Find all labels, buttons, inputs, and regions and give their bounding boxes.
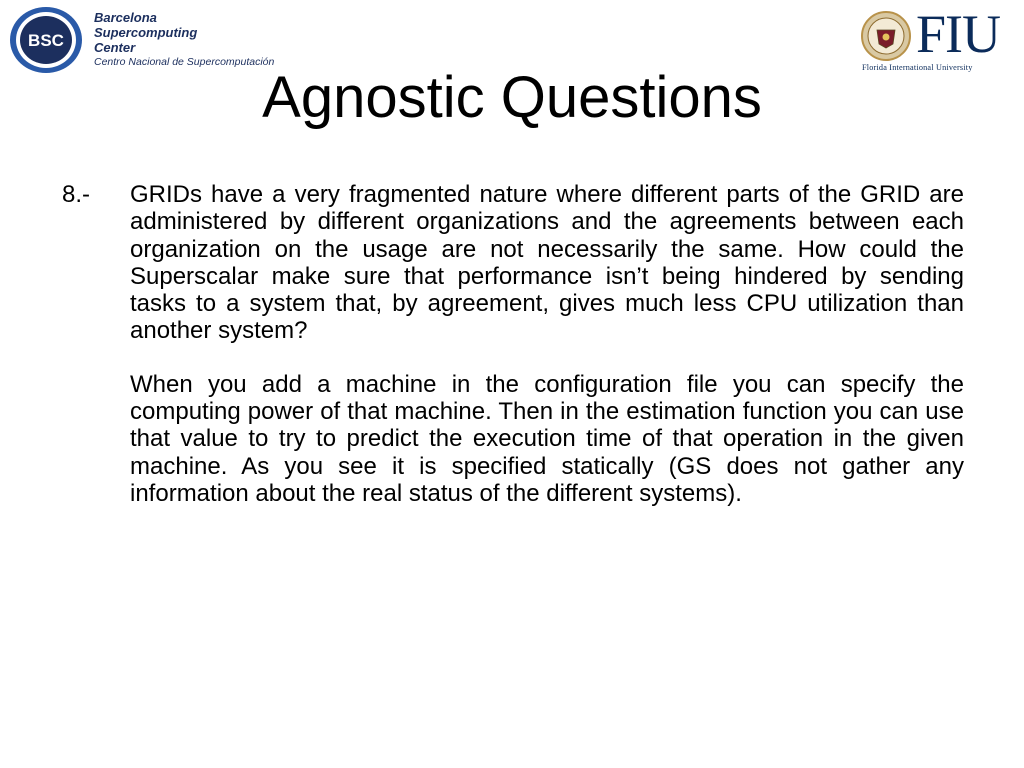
bsc-line-1: Barcelona: [94, 10, 157, 25]
bsc-line-3: Center: [94, 40, 136, 55]
bsc-line-2: Supercomputing: [94, 25, 198, 40]
fiu-wordmark: FIU: [916, 4, 1001, 64]
fiu-seal-icon: [860, 10, 912, 62]
question-paragraph: GRIDs have a very fragmented nature where different parts of the GRID are administered by different organizations and the agreements between each organization on the usage are not necessarily the same. How could the Superscalar make sure that performance isn’t being hindered by sending tasks to a system that, by agreement, gives much less CPU utilization than another system?: [130, 181, 964, 345]
item-number: 8.-: [62, 181, 91, 208]
bsc-mark-text: BSC: [28, 31, 64, 50]
bsc-logo-text: [94, 10, 274, 70]
fiu-subtitle: Florida International University: [862, 63, 973, 72]
answer-paragraph: When you add a machine in the configuration file you can specify the computing power of that machine. Then in the estimation function you can use that value to try to predict the execution time of that operation in the given machine. As you see it is specified statically (GS does not gather any information about the real status of the different systems).: [130, 370, 964, 507]
item-body: [130, 181, 964, 507]
question-item: [62, 181, 966, 507]
slide-title: Agnostic Questions: [262, 65, 762, 130]
bsc-subtitle: Centro Nacional de Supercomputación: [94, 56, 275, 68]
